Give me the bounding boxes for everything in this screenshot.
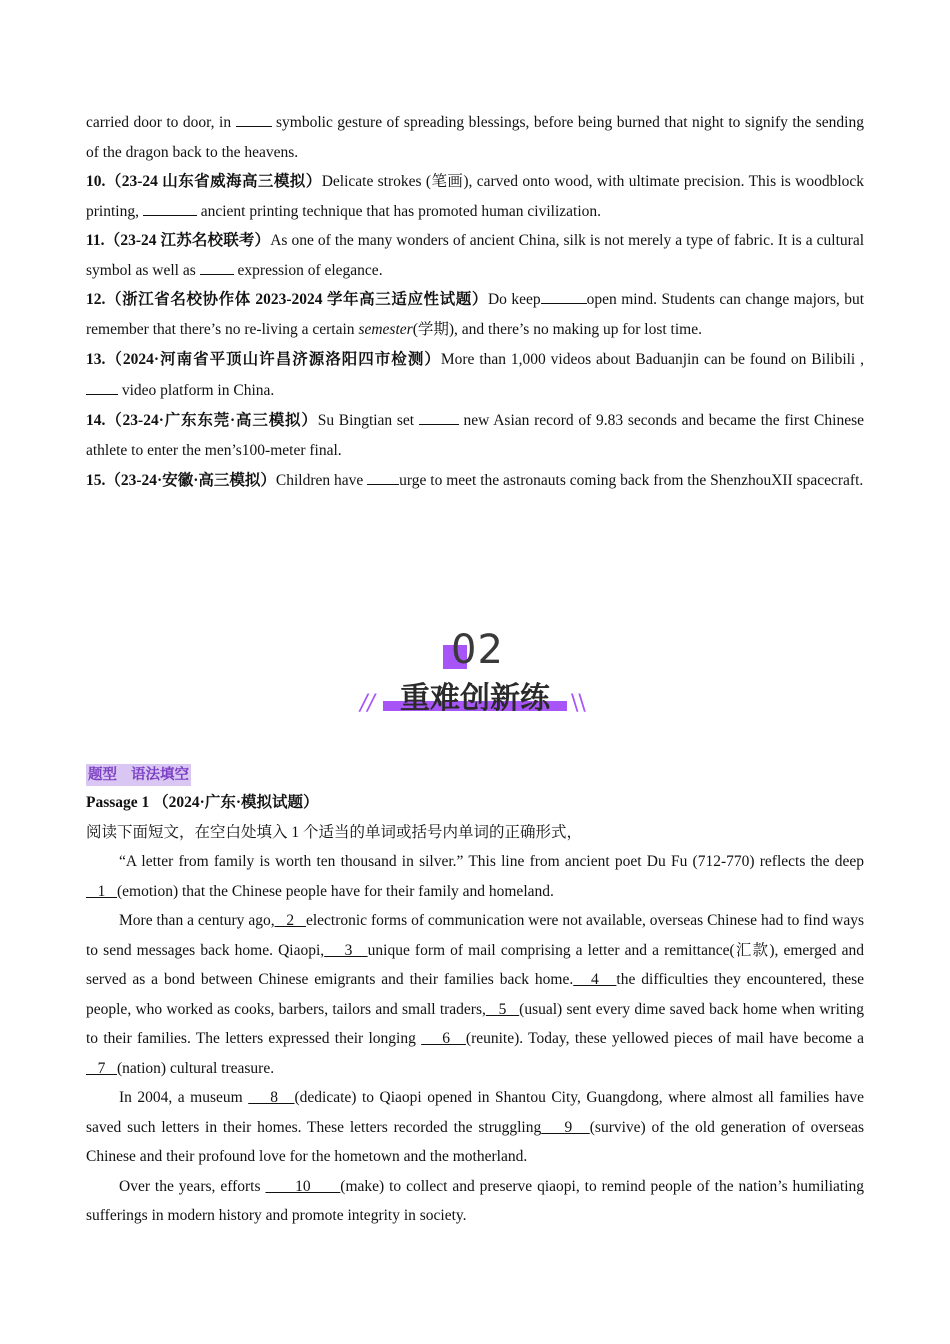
blank-8: 8: [248, 1089, 295, 1106]
question-14: 14.（23-24·广东东莞·高三模拟）Su Bingtian set new Asian record of 9.83 seconds and became the first Chinese athlete to enter the men’s100-meter final.: [86, 406, 864, 466]
question-11: 11.（23-24 江苏名校联考）As one of the many wonders of ancient China, silk is not merely a type of fabric. It is a cultural symbol as well as expression of elegance.: [86, 232, 865, 279]
question-15: 15.（23-24·安徽·高三模拟）Children have urge to meet the astronauts coming back from the ShenzhouXII spacecraft.: [86, 466, 864, 496]
continuation-paragraph: carried door to door, in symbolic gesture of spreading blessings, before being burned that night to signify the sending of the dragon back to the heavens.: [86, 108, 864, 167]
blank-1: 1: [86, 882, 117, 900]
passage-paragraph-4: Over the years, efforts 10 (make) to collect and preserve qiaopi, to remind people of the nation’s humiliating sufferings in modern history and promote integrity in society.: [86, 1177, 865, 1224]
section-banner: [355, 625, 595, 725]
left-slash-decoration-icon: //: [360, 691, 375, 716]
section-title: 重难创新练: [400, 681, 550, 716]
blank-5: 5: [485, 1000, 520, 1018]
passage-paragraph-3: In 2004, a museum 8 (dedicate) to Qiaopi opened in Shantou City, Guangdong, where almost all families have saved such letters in their homes. These letters recorded the struggling 9 (survive) of the old generation of overseas Chinese and their profound love for the hometown and the motherland.: [86, 1089, 865, 1165]
passage-section: [86, 762, 864, 1231]
answer-blank: [200, 258, 234, 275]
blank-10: 10: [265, 1177, 341, 1195]
passage-instruction: 阅读下面短文，在空白处填入 1 个适当的单词或括号内单词的正确形式，: [86, 823, 583, 841]
answer-blank: [367, 468, 399, 485]
question-type-tag: 题型 语法填空: [86, 764, 191, 786]
blank-9: 9: [541, 1118, 590, 1136]
answer-blank: [236, 110, 272, 127]
question-12: 12.（浙江省名校协作体 2023-2024 学年高三适应性试题）Do keep open mind. Students can change majors, but remember that there’s no re-living a certain semester(学期), and there’s no making up for lost time.: [86, 285, 864, 344]
passage-heading: Passage 1 （2024·广东·模拟试题）: [86, 794, 319, 811]
blank-6: 6: [421, 1030, 466, 1047]
answer-blank: [86, 378, 118, 395]
blank-2: 2: [274, 912, 306, 929]
passage-paragraph-1: “A letter from family is worth ten thousand in silver.” This line from ancient poet Du Fu (712-770) reflects the deep 1 (emotion) that the Chinese people have for their family and homeland.: [86, 853, 864, 900]
answer-blank: [143, 199, 197, 216]
answer-blank: [419, 408, 459, 425]
passage-paragraph-2: More than a century ago, 2 electronic forms of communication were not available, overseas Chinese had to find ways to send messages back home. Qiaopi, 3 unique form of mail comprising a letter and a remittance(汇款), emerged and served as a bond between Chinese emigrants and their families back home. 4 the difficulties they encountered, these people, who worked as cooks, barbers, tailors and small traders, 5 (usual) sent every dime saved back home when writing to their families. The letters expressed their longing 6 (reunite). Today, these yellowed pieces of mail have become a 7 (nation) cultural treasure.: [86, 912, 865, 1077]
blank-7: 7: [86, 1059, 117, 1077]
blank-3: 3: [324, 941, 368, 959]
blank-4: 4: [573, 971, 617, 988]
question-13: 13.（2024·河南省平顶山许昌济源洛阳四市检测）More than 1,000 videos about Baduanjin can be found on Bilibili , video platform in China.: [86, 351, 865, 399]
answer-blank: [541, 287, 587, 304]
question-10: 10.（23-24 山东省威海高三模拟）Delicate strokes (笔画), carved onto wood, with ultimate precision. This is woodblock printing, ancient printing technique that has promoted human civilization.: [86, 173, 864, 220]
document-page: [86, 108, 864, 496]
section-number: 02: [451, 627, 504, 673]
question-type-line: [86, 762, 864, 788]
right-slash-decoration-icon: \\: [571, 691, 586, 716]
